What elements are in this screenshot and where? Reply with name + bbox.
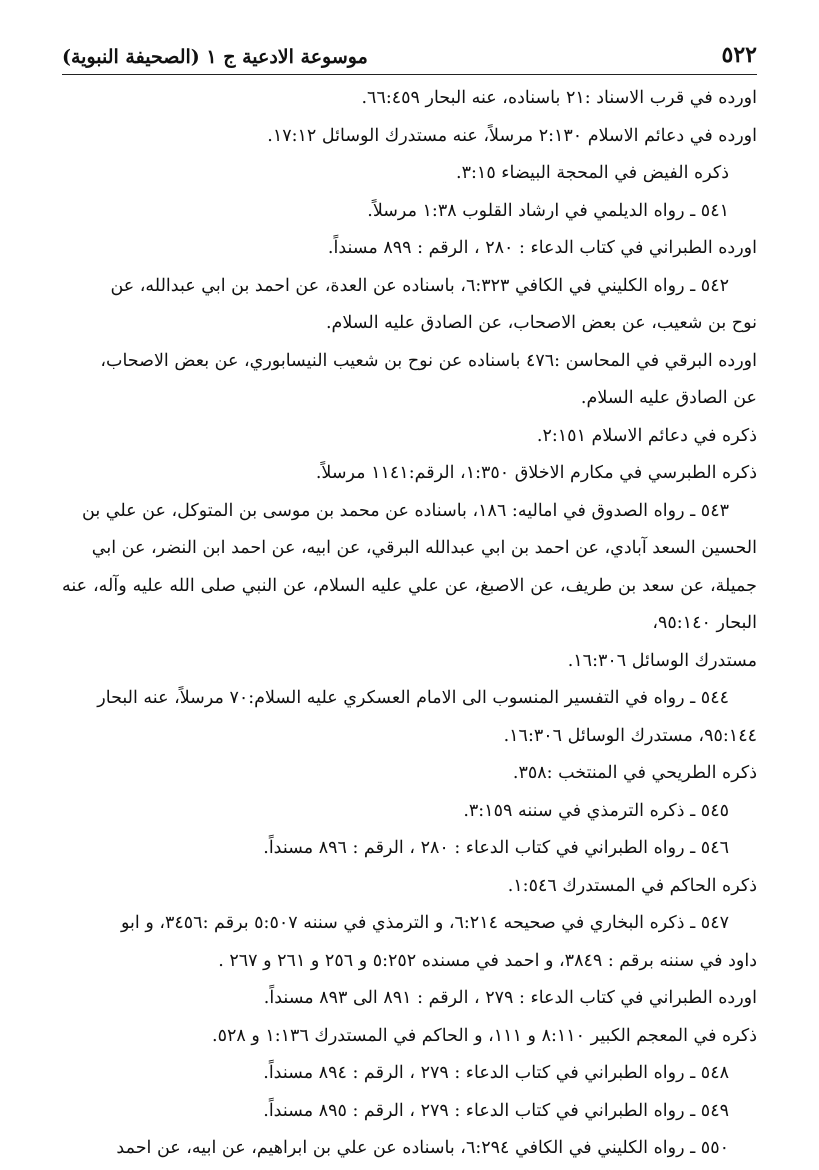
footnotes-body (62, 80, 757, 1168)
text-line: ذكره في دعائم الاسلام ٢:١٥١. (536, 425, 757, 446)
text-line: ذكره الطريحي في المنتخب :٣٥٨. (512, 763, 757, 783)
text-line: ٥٥٠ ـ رواه الكليني في الكافي ٦:٢٩٤، باسناده عن علي بن ابراهيم، عن ابيه، عن احمد (116, 1138, 729, 1158)
text-line: ذكره الفيض في المحجة البيضاء ٣:١٥. (456, 163, 729, 183)
text-line: جميلة، عن سعد بن طريف، عن الاصبغ، عن علي عليه السلام، عن النبي صلى الله عليه وآله، عنه البحار ٩٥:١٤٠، (62, 575, 757, 633)
text-line: ٥٤٧ ـ ذكره البخاري في صحيحه ٦:٢١٤، و الترمذي في سننه ٥:٥٠٧ برقم :٣٤٥٦، و ابو (120, 913, 729, 933)
text-line: الحسين السعد آبادي، عن احمد بن ابي عبدالله البرقي، عن ابيه، عن احمد ابن النضر، عن ابي (91, 538, 757, 558)
text-line: نوح بن شعيب، عن بعض الاصحاب، عن الصادق عليه السلام. (325, 313, 757, 333)
text-line: ٥٤٨ ـ رواه الطبراني في كتاب الدعاء : ٢٧٩ ، الرقم : ٨٩٤ مسنداً. (263, 1063, 729, 1083)
page-number: ٥٢٢ (721, 42, 757, 68)
running-title: موسوعة الادعية ج ١ (الصحيفة النبوية) (62, 46, 368, 68)
page-header (62, 28, 757, 75)
text-line: ذكره الطبرسي في مكارم الاخلاق ١:٣٥٠، الرقم:١١٤١ مرسلاً. (315, 463, 757, 483)
text-line: ٥٤٢ ـ رواه الكليني في الكافي ٦:٣٢٣، باسناده عن العدة، عن احمد بن ابي عبدالله، عن (110, 275, 729, 296)
text-line: ٩٥:١٤٤، مستدرك الوسائل ١٦:٣٠٦. (503, 725, 757, 746)
text-line: اورده في دعائم الاسلام ٢:١٣٠ مرسلاً، عنه مستدرك الوسائل ١٧:١٢. (267, 125, 757, 146)
text-line: مستدرك الوسائل ١٦:٣٠٦. (567, 650, 757, 671)
text-line: ٥٤٥ ـ ذكره الترمذي في سننه ٣:١٥٩. (463, 800, 729, 821)
text-line: داود في سننه برقم : ٣٨٤٩، و احمد في مسنده ٥:٢٥٢ و ٢٥٦ و ٢٦١ و ٢٦٧ . (218, 950, 757, 971)
text-line: ٥٤٩ ـ رواه الطبراني في كتاب الدعاء : ٢٧٩ ، الرقم : ٨٩٥ مسنداً. (263, 1100, 729, 1121)
text-line: ٥٤٦ ـ رواه الطبراني في كتاب الدعاء : ٢٨٠ ، الرقم : ٨٩٦ مسنداً. (263, 838, 729, 858)
text-line: ٥٤٣ ـ رواه الصدوق في اماليه: ١٨٦، باسناده عن محمد بن موسى بن المتوكل، عن علي بن (82, 500, 729, 521)
text-line: اورده الطبراني في كتاب الدعاء : ٢٨٠ ، الرقم : ٨٩٩ مسنداً. (327, 238, 757, 258)
text-line: اورده الطبراني في كتاب الدعاء : ٢٧٩ ، الرقم : ٨٩١ الى ٨٩٣ مسنداً. (263, 988, 757, 1008)
text-line: اورده البرقي في المحاسن :٤٧٦ باسناده عن نوح بن شعيب النيسابوري، عن بعض الاصحاب، (100, 350, 757, 371)
text-line: ذكره الحاكم في المستدرك ١:٥٤٦. (507, 875, 757, 896)
text-line: اورده في قرب الاسناد :٢١ باسناده، عنه البحار ٦٦:٤٥٩. (361, 88, 757, 108)
text-line: ٥٤١ ـ رواه الديلمي في ارشاد القلوب ١:٣٨ مرسلاً. (367, 200, 729, 221)
text-line: ذكره في المعجم الكبير ٨:١١٠ و ١١١، و الحاكم في المستدرك ١:١٣٦ و ٥٢٨. (211, 1025, 757, 1046)
text-line: ٥٤٤ ـ رواه في التفسير المنسوب الى الامام العسكري عليه السلام:٧٠ مرسلاً، عنه البحار (97, 688, 729, 708)
text-line: عن الصادق عليه السلام. (580, 388, 757, 408)
